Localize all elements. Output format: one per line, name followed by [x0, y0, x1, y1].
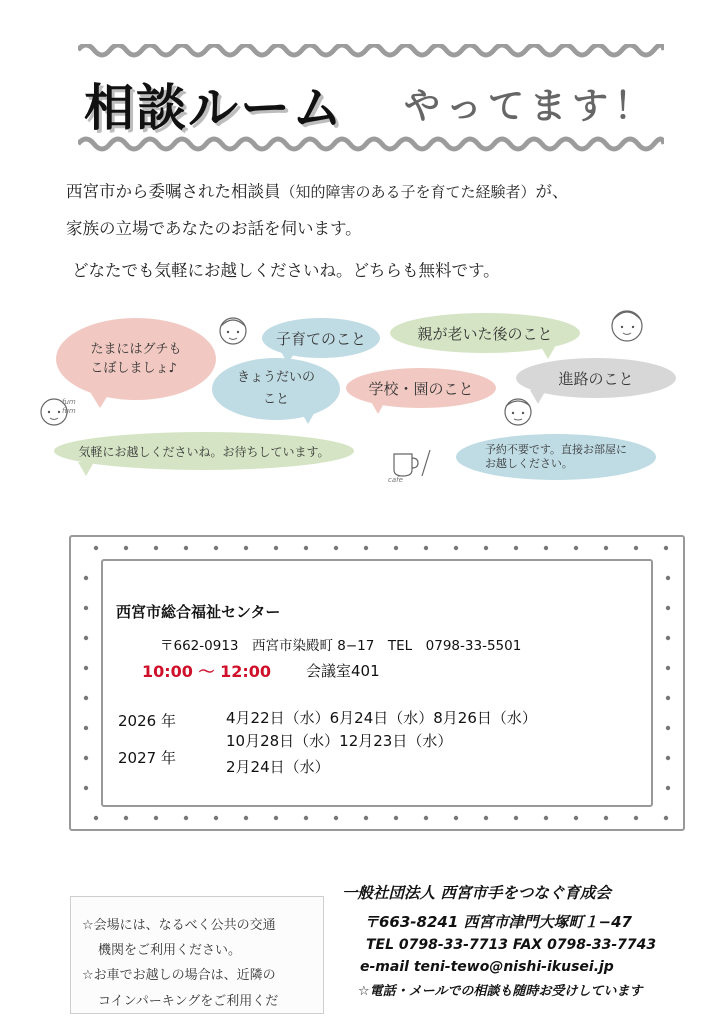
doodle-face-3-icon: [496, 394, 540, 428]
bubble-yoyaku-tail: [468, 456, 482, 472]
org-address: 〒663-8241 西宮市津門大塚町１−47: [364, 913, 632, 931]
doodle-face-2-icon: [604, 304, 650, 344]
doodle-cafe-text: cafe: [388, 476, 403, 484]
year-2026-dates-row1: 4月22日（水）6月24日（水）8月26日（水）: [226, 709, 537, 727]
org-email: e-mail teni-tewo@nishi-ikusei.jp: [360, 959, 614, 975]
bubble-yoyaku-line2: お越しください。: [484, 457, 573, 470]
bubble-kigaru: 気軽にお越しくださいね。お待ちしています。: [54, 432, 354, 470]
org-name: 一般社団法人 西宮市手をつなぐ育成会: [342, 884, 611, 902]
bubble-kosodate: 子育てのこと: [262, 318, 380, 358]
bubble-oya: 親が老いた後のこと: [390, 313, 580, 353]
bubble-kyoudai-line2: こと: [262, 392, 289, 407]
bubble-oya-tail: [540, 345, 556, 359]
year-2026-dates-row2: 10月28日（水）12月23日（水）: [226, 732, 453, 750]
org-tel-fax: TEL 0798-33-7713 FAX 0798-33-7743: [366, 937, 657, 953]
note-line-1: ☆会場には、なるべく公共の交通: [82, 918, 276, 933]
bubble-kyoudai-tail: [300, 410, 316, 424]
note-line-4: コインパーキングをご利用くだ: [98, 994, 279, 1009]
bubble-kigaru-tail: [78, 462, 94, 476]
bubble-kyoudai: [212, 358, 340, 420]
page-title: 相談ルーム: [84, 79, 344, 137]
page-subtitle: やってます！: [404, 86, 657, 127]
session-time: 10:00 〜 12:00: [142, 662, 272, 681]
bubble-guchi: [56, 318, 216, 400]
bubble-guchi-tail: [90, 392, 110, 408]
note-line-3: ☆お車でお越しの場合は、近隣の: [82, 968, 276, 983]
bubble-kyoudai-line1: きょうだいの: [236, 370, 315, 385]
doodle-fumfum-text: fum fum: [62, 398, 76, 415]
year-2026-label: 2026 年: [118, 712, 176, 730]
bubble-yoyaku: [456, 434, 656, 480]
note-line-2: 機関をご利用ください。: [98, 943, 242, 958]
bubble-shinro: 進路のこと: [516, 358, 676, 398]
info-frame-border: [66, 532, 688, 834]
bubble-yoyaku-line1: 予約不要です。直接お部屋に: [484, 443, 628, 456]
session-room: 会議室401: [306, 662, 380, 680]
intro-line-1: 西宮市から委嘱された相談員（知的障害のある子を育てた経験者）が、: [66, 182, 569, 201]
year-2027-dates: 2月24日（水）: [226, 758, 330, 776]
intro-line-3: どなたでも気軽にお越しくださいね。どちらも無料です。: [72, 261, 500, 280]
doodle-face-1-icon: [212, 312, 254, 348]
venue-address: 〒662-0913 西宮市染殿町 8−17 TEL 0798-33-5501: [160, 638, 522, 654]
year-2027-label: 2027 年: [118, 749, 176, 767]
intro-line-2: 家族の立場であなたのお話を伺います。: [66, 219, 362, 238]
bubble-gakkou: 学校・園のこと: [346, 368, 496, 408]
bubble-gakkou-tail: [370, 400, 386, 414]
venue-name: 西宮市総合福祉センター: [116, 603, 281, 621]
org-note: ☆電話・メールでの相談も随時お受けしています: [358, 984, 643, 999]
bubble-guchi-line2: こぼしましょ♪: [90, 361, 177, 376]
bubble-guchi-line1: たまにはグチも: [90, 342, 182, 357]
